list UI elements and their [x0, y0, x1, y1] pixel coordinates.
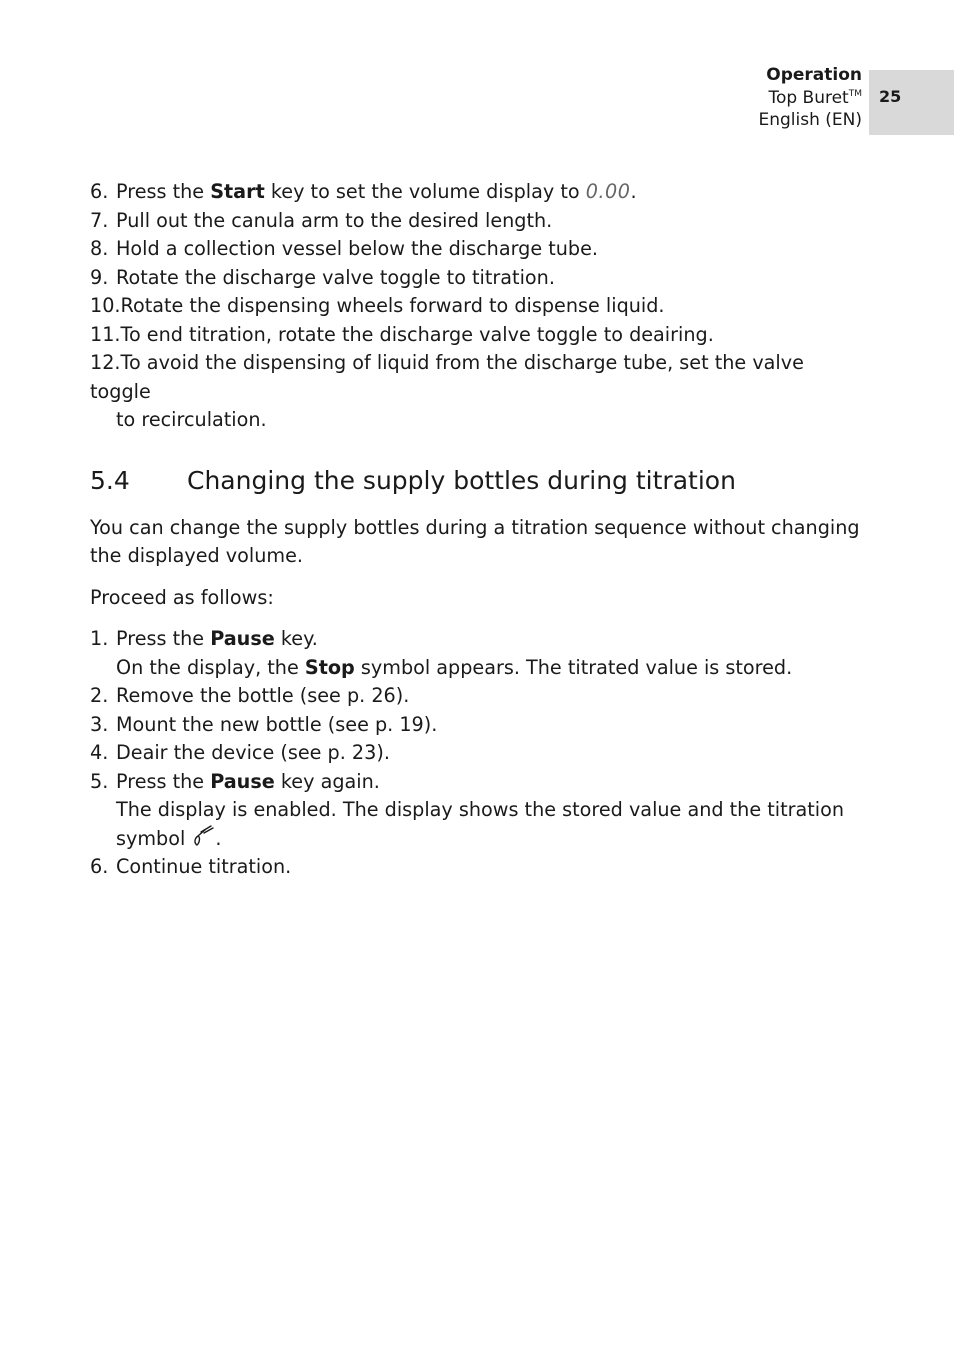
result-text: symbol appears. The titrated value is stored.	[354, 655, 793, 679]
step-text: Hold a collection vessel below the discharge tube.	[116, 237, 598, 260]
step-number: 6.	[90, 180, 109, 203]
step-text-continued: to recirculation.	[116, 408, 267, 431]
list-item	[90, 739, 870, 768]
step-number: 1.	[90, 627, 109, 650]
step-text: Rotate the discharge valve toggle to titration.	[116, 265, 555, 289]
step-text: To end titration, rotate the discharge valve toggle to deairing.	[120, 322, 714, 346]
step-text: key.	[274, 627, 318, 650]
intro-paragraph: You can change the supply bottles during a titration sequence without changing the displayed volume.	[90, 515, 860, 567]
step-text: Press the	[116, 769, 211, 793]
list-item	[90, 625, 870, 682]
header-language: English (EN)	[758, 110, 862, 130]
page-number: 25	[879, 87, 902, 106]
list-item	[90, 682, 870, 711]
step-number: 7.	[90, 208, 109, 232]
step-result: The display is enabled. The display shows the stored value and the titration	[116, 798, 845, 821]
list-item	[90, 178, 870, 207]
list-item	[90, 768, 870, 854]
step-number: 3.	[90, 712, 109, 736]
section-number: 5.4	[90, 465, 130, 495]
steps-list-bottom	[90, 625, 870, 882]
step-text: Continue titration.	[116, 855, 292, 878]
product-name: Top Buret	[768, 87, 849, 108]
step-text: Remove the bottle (see p. 26).	[116, 684, 410, 707]
header-section: Operation	[766, 65, 862, 85]
step-text: key to set the volume display to	[264, 180, 586, 203]
trademark: TM	[848, 88, 862, 99]
page-content	[90, 178, 870, 882]
step-number: 8.	[90, 237, 109, 260]
step-number: 11.	[90, 322, 121, 346]
step-number: 4.	[90, 741, 109, 764]
step-number: 6.	[90, 855, 109, 878]
list-item	[90, 349, 870, 435]
step-number: 10.	[90, 294, 121, 317]
header-product	[758, 87, 862, 110]
result-text: On the display, the	[116, 655, 305, 679]
step-text: key again.	[274, 769, 380, 793]
titration-symbol-icon	[191, 825, 215, 847]
proceed-paragraph: Proceed as follows:	[90, 585, 274, 609]
step-number: 5.	[90, 769, 109, 793]
step-text: Mount the new bottle (see p. 19).	[116, 712, 438, 736]
result-text: .	[215, 826, 222, 850]
step-number: 2.	[90, 684, 109, 707]
key-name: Pause	[210, 627, 275, 650]
key-name: Start	[210, 180, 265, 203]
list-item	[90, 711, 870, 740]
result-text: symbol	[116, 826, 186, 850]
section-heading	[90, 465, 870, 497]
step-number: 12.	[90, 351, 121, 374]
step-text: To avoid the dispensing of liquid from the discharge tube, set the valve toggle	[90, 351, 804, 403]
list-item	[90, 264, 870, 293]
symbol-name: Stop	[304, 655, 355, 679]
section-title: Changing the supply bottles during titration	[187, 465, 736, 495]
step-result	[116, 654, 870, 683]
step-text: Press the	[116, 627, 211, 650]
list-item	[90, 292, 870, 321]
page-number-tab	[869, 70, 954, 135]
step-text: Deair the device (see p. 23).	[116, 741, 390, 764]
running-header	[758, 64, 862, 132]
key-name: Pause	[210, 769, 275, 793]
step-result-continued	[116, 825, 870, 854]
list-item	[90, 207, 870, 236]
step-text: Pull out the canula arm to the desired length.	[116, 208, 553, 232]
step-text: .	[630, 180, 637, 203]
list-item	[90, 853, 870, 882]
list-item	[90, 235, 870, 264]
list-item	[90, 321, 870, 350]
step-text: Press the	[116, 180, 211, 203]
step-number: 9.	[90, 265, 109, 289]
step-text: Rotate the dispensing wheels forward to dispense liquid.	[120, 294, 665, 317]
steps-list-top	[90, 178, 870, 435]
display-value: 0.00	[585, 180, 631, 203]
